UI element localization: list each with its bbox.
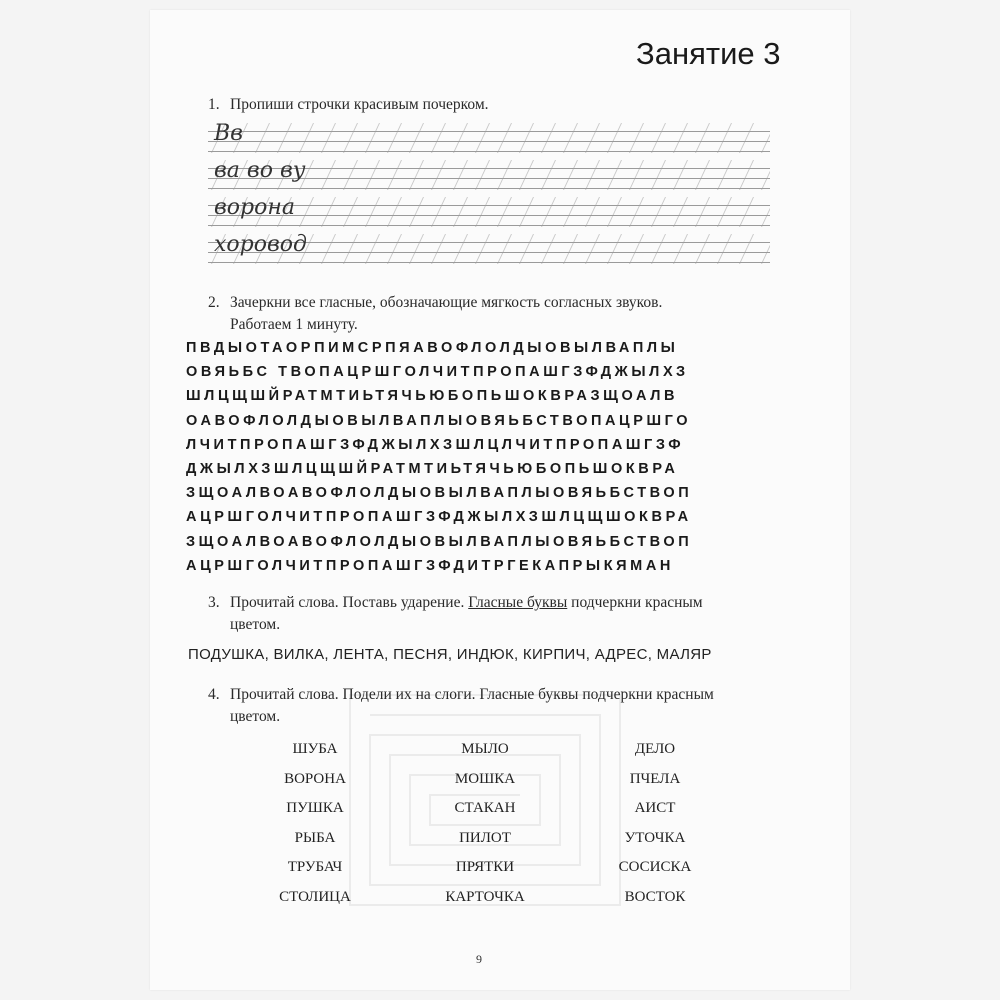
letter-row: ПВДЫОТАОРПИМСРПЯАВОФЛОЛДЫОВЫЛВАПЛЫ [186,340,679,356]
letter-row: ШЛЦЩШЙРАТМТИЬТЯЧЬЮБОПЬШОКВРАЗЩОАЛВ [186,388,679,405]
letter-row: ОАВОФЛОЛДЫОВЫЛВАПЛЫОВЯЬБСТВОПАЦРШГО [186,412,692,429]
handwriting-row [208,197,770,227]
word-column [230,738,400,915]
letter-row: ЛЧИТПРОПАШГЗФДЖЫЛХЗШЛЦЛЧИТПРОПАШГЗФ [186,436,685,453]
underlined-phrase: Гласные буквы [468,594,568,611]
letter-row: АЦРШГОЛЧИТПРОПАШГЗФДЖЫЛХЗШЛЦЩШОКВРА [186,509,692,526]
letter-row: ДЖЫЛХЗШЛЦЩШЙРАТМТИЬТЯЧЬЮБОПЬШОКВРА [186,460,679,477]
task-text: Зачеркни все гласные, обозначающие мягкость согласных звуков. [230,294,663,311]
word-column [400,738,570,915]
word-item: СОСИСКА [618,859,692,875]
handwriting-row [208,123,770,153]
word-item: СТАКАН [454,800,516,816]
word-item: ТРУБАЧ [287,859,343,875]
task-4-instruction [208,684,784,728]
page-number: 9 [476,952,482,966]
letter-row: ЗЩОАЛВОАВОФЛОЛДЫОВЫЛВАПЛЫОВЯЬБСТВОП [186,485,693,502]
word-item: ВОСТОК [624,888,686,905]
task-text: Пропиши строчки красивым почерком. [230,96,489,113]
word-item: МЫЛО [461,741,509,757]
word-item: МОШКА [454,770,516,787]
task-2-instruction [208,292,784,336]
word-item: ВОРОНА [284,770,346,787]
word-item: СТОЛИЦА [279,888,351,905]
letter-row: ЗЩОАЛВОАВОФЛОЛДЫОВЫЛВАПЛЫОВЯЬБСТВОП [186,533,693,550]
task-3-instruction [208,592,784,636]
handwriting-sample: хоровод [214,232,307,257]
word-item: КАРТОЧКА [445,888,525,905]
word-item: ПИЛОТ [459,829,511,846]
task-text-continued: Работаем 1 минуту. [230,316,358,333]
handwriting-row [208,234,770,264]
task-1-instruction [208,94,784,116]
task-number: 4. [208,686,220,703]
word-item: УТОЧКА [624,829,686,846]
word-item: АИСТ [634,800,676,816]
word-item: ПРЯТКИ [455,859,515,875]
stress-words-line: ПОДУШКА, ВИЛКА, ЛЕНТА, ПЕСНЯ, ИНДЮК, КИРПИЧ, АДРЕС, МАЛЯР [188,646,712,663]
word-item: ДЕЛО [634,741,676,757]
task-number: 3. [208,594,220,611]
handwriting-sample: ворона [214,195,295,220]
task-text: Прочитай слова. Подели их на слоги. Гласные буквы подчеркни красным [230,686,714,703]
slant-guides [208,123,770,153]
task-text: подчеркни красным [571,594,703,611]
task-text-continued: цветом. [230,708,281,725]
task-text-continued: цветом. [230,616,281,633]
word-item: ПУШКА [286,800,344,816]
task-text: Прочитай слова. Поставь ударение. [230,594,465,611]
word-item: ШУБА [292,741,338,757]
word-item: РЫБА [294,829,336,846]
letter-grid [186,336,786,578]
task-number: 1. [208,96,220,113]
handwriting-sample: ва во ву [214,158,306,183]
letter-row: ОВЯЬБС ТВОПАЦРШГОЛЧИТПРОПАШГЗФДЖЫЛХЗ [186,364,689,381]
page-title: Занятие 3 [636,36,781,71]
handwriting-row [208,160,770,190]
word-item: ПЧЕЛА [629,770,681,787]
word-column [570,738,740,915]
task-number: 2. [208,294,220,311]
handwriting-sample: Вв [214,121,243,146]
handwriting-practice [208,123,770,273]
letter-row: АЦРШГОЛЧИТПРОПАШГЗФДИТРГЕКАПРЫКЯМАН [186,557,675,574]
